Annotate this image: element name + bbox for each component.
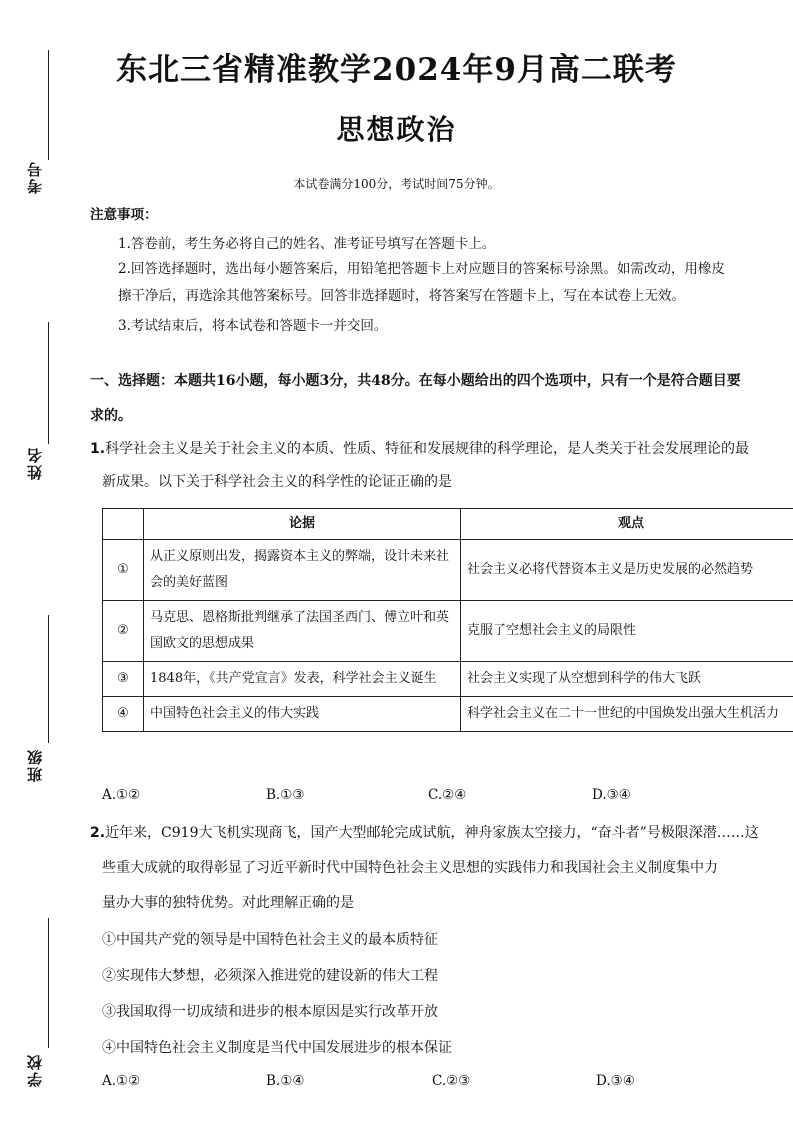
question-2 [90, 822, 759, 842]
row-mark: ③ [103, 662, 144, 697]
exam-meta: 本试卷满分100分，考试时间75分钟。 [293, 177, 500, 191]
class-label: 班级 [26, 748, 44, 782]
table-row [103, 601, 793, 662]
question-1 [90, 438, 749, 458]
argument-table [102, 508, 793, 732]
table-header: 观点 [461, 509, 793, 540]
question-text: 近年来，C919大飞机实现商飞，国产大型邮轮完成试航，神舟家族太空接力，“奋斗者”号极限深潜……这 [105, 825, 759, 841]
table-row [103, 697, 793, 732]
notice-item: 2.回答选择题时，选出每小题答案后，用铅笔把答题卡上对应题目的答案标号涂黑。如需改动，用橡皮 [118, 261, 725, 277]
row-mark: ② [103, 601, 144, 662]
table-row [103, 662, 793, 697]
notice-item: 3.考试结束后，将本试卷和答题卡一并交回。 [118, 318, 388, 334]
table-row [103, 540, 793, 601]
option-b[interactable]: B.①③ [266, 787, 305, 803]
row-basis: 1848年，《共产党宣言》发表，科学社会主义诞生 [144, 662, 461, 697]
section-heading: 一、选择题：本题共16小题，每小题3分，共48分。在每小题给出的四个选项中，只有一个是符合题目要 [90, 373, 741, 389]
row-basis: 马克思、恩格斯批判继承了法国圣西门、傅立叶和英国欧文的思想成果 [144, 601, 461, 662]
row-view: 科学社会主义在二十一世纪的中国焕发出强大生机活力 [461, 697, 793, 732]
table-header [103, 509, 144, 540]
section-heading-cont: 求的。 [90, 408, 132, 424]
statement: ④中国特色社会主义制度是当代中国发展进步的根本保证 [102, 1040, 452, 1056]
question-1-cont: 新成果。以下关于科学社会主义的科学性的论证正确的是 [102, 474, 452, 490]
question-2-cont: 些重大成就的取得彰显了习近平新时代中国特色社会主义思想的实践伟力和我国社会主义制度集中力 [102, 860, 718, 876]
question-number: 2. [90, 825, 106, 841]
question-number: 1. [90, 441, 106, 457]
row-mark: ① [103, 540, 144, 601]
row-view: 克服了空想社会主义的局限性 [461, 601, 793, 662]
row-view: 社会主义必将代替资本主义是历史发展的必然趋势 [461, 540, 793, 601]
question-text: 科学社会主义是关于社会主义的本质、性质、特征和发展规律的科学理论，是人类关于社会发展理论的最 [105, 441, 750, 457]
statement: ①中国共产党的领导是中国特色社会主义的最本质特征 [102, 932, 438, 948]
statement: ②实现伟大梦想，必须深入推进党的建设新的伟大工程 [102, 968, 438, 984]
exam-subject: 思想政治 [336, 113, 457, 146]
question-2-cont: 量办大事的独特优势。对此理解正确的是 [102, 895, 354, 911]
option-d[interactable]: D.③④ [596, 1073, 635, 1089]
row-mark: ④ [103, 697, 144, 732]
option-d[interactable]: D.③④ [592, 787, 631, 803]
school-label: 学校 [26, 1053, 44, 1087]
row-view: 社会主义实现了从空想到科学的伟大飞跃 [461, 662, 793, 697]
row-basis: 从正义原则出发，揭露资本主义的弊端，设计未来社会的美好蓝图 [144, 540, 461, 601]
name-line [48, 322, 49, 444]
notice-item: 擦干净后，再选涂其他答案标号。回答非选择题时，将答案写在答题卡上，写在本试卷上无效。 [118, 288, 685, 304]
statement: ③我国取得一切成绩和进步的根本原因是实行改革开放 [102, 1004, 438, 1020]
option-a[interactable]: A.①② [102, 787, 141, 803]
option-c[interactable]: C.②④ [428, 787, 467, 803]
notice-heading: 注意事项： [90, 207, 158, 223]
name-label: 姓名 [26, 446, 44, 480]
notice-item: 1.答卷前，考生务必将自己的姓名、准考证号填写在答题卡上。 [118, 236, 496, 252]
table-header-row [103, 509, 793, 540]
option-a[interactable]: A.①② [102, 1073, 141, 1089]
exam-number-label: 考号 [26, 160, 44, 194]
option-b[interactable]: B.①④ [266, 1073, 305, 1089]
option-c[interactable]: C.②③ [432, 1073, 471, 1089]
exam-title: 东北三省精准教学2024年9月高二联考 [116, 52, 677, 88]
row-basis: 中国特色社会主义的伟大实践 [144, 697, 461, 732]
school-line [48, 918, 49, 1048]
class-line [48, 615, 49, 743]
table-header: 论据 [144, 509, 461, 540]
